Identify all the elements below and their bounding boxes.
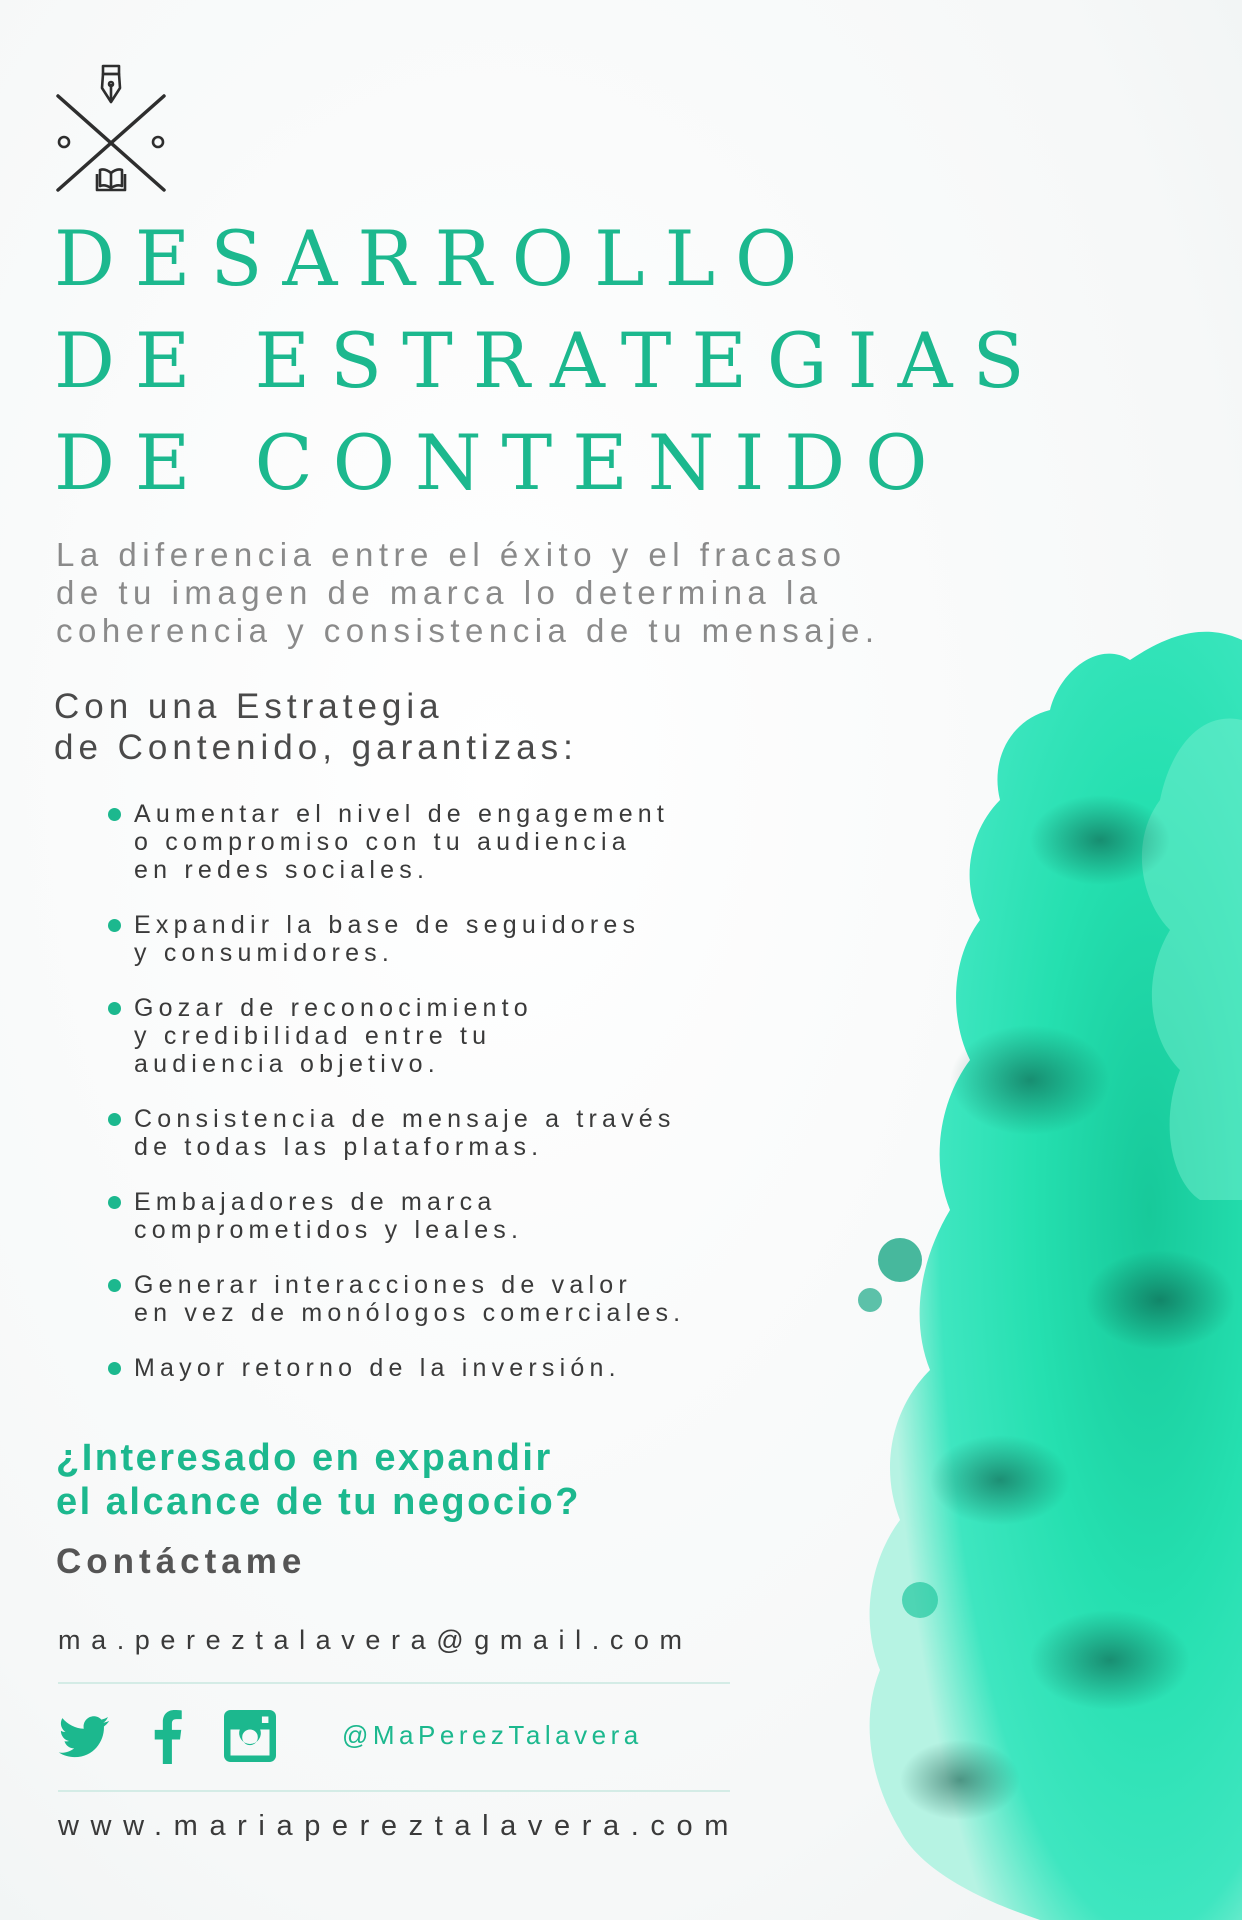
cta-question [56, 1436, 581, 1524]
intro-line: La diferencia entre el éxito y el fracaso [56, 536, 847, 573]
instagram-icon[interactable] [224, 1710, 276, 1762]
title-line: DE CONTENIDO [54, 418, 948, 507]
bullet-icon [108, 1113, 121, 1126]
title-line: DE ESTRATEGIAS [54, 316, 1045, 405]
intro-text [56, 536, 880, 650]
cta-line: el alcance de tu negocio? [56, 1481, 581, 1523]
divider [58, 1682, 730, 1684]
lead-line: de Contenido, garantizas: [54, 728, 578, 767]
intro-line: de tu imagen de marca lo determina la [56, 574, 823, 611]
logo [52, 62, 170, 194]
list-item: Consistencia de mensaje a través de todas las plataformas. [106, 1105, 685, 1161]
facebook-icon[interactable] [152, 1710, 182, 1764]
contact-label: Contáctame [56, 1542, 307, 1581]
bullet-icon [108, 919, 121, 932]
bullet-icon [108, 1279, 121, 1292]
title-line: DESARROLLO [54, 214, 818, 303]
social-handle[interactable]: @MaPerezTalavera [342, 1720, 643, 1750]
benefits-list [106, 800, 685, 1409]
pen-nib-icon [102, 66, 120, 102]
list-item: Aumentar el nivel de engagement o compromiso con tu audiencia en redes sociales. [106, 800, 685, 884]
open-book-icon [97, 169, 125, 190]
twitter-icon[interactable] [58, 1716, 110, 1758]
intro-line: coherencia y consistencia de tu mensaje. [56, 612, 880, 649]
email-link[interactable]: ma.pereztalavera@gmail.com [58, 1625, 693, 1655]
list-item: Mayor retorno de la inversión. [106, 1354, 685, 1382]
cta-line: ¿Interesado en expandir [56, 1437, 553, 1479]
bullet-icon [108, 1002, 121, 1015]
bullet-icon [108, 1196, 121, 1209]
ink-cloud-image [780, 600, 1242, 1920]
lead-line: Con una Estrategia [54, 687, 444, 726]
list-item: Expandir la base de seguidores y consumidores. [106, 911, 685, 967]
website-link[interactable]: www.mariapereztalavera.com [58, 1810, 740, 1842]
list-item: Generar interacciones de valor en vez de monólogos comerciales. [106, 1271, 685, 1327]
list-item: Embajadores de marca comprometidos y leales. [106, 1188, 685, 1244]
list-item: Gozar de reconocimiento y credibilidad entre tu audiencia objetivo. [106, 994, 685, 1078]
bullet-icon [108, 808, 121, 821]
divider [58, 1790, 730, 1792]
bullet-icon [108, 1362, 121, 1375]
page-title [54, 208, 1045, 514]
lead-text [54, 686, 578, 768]
